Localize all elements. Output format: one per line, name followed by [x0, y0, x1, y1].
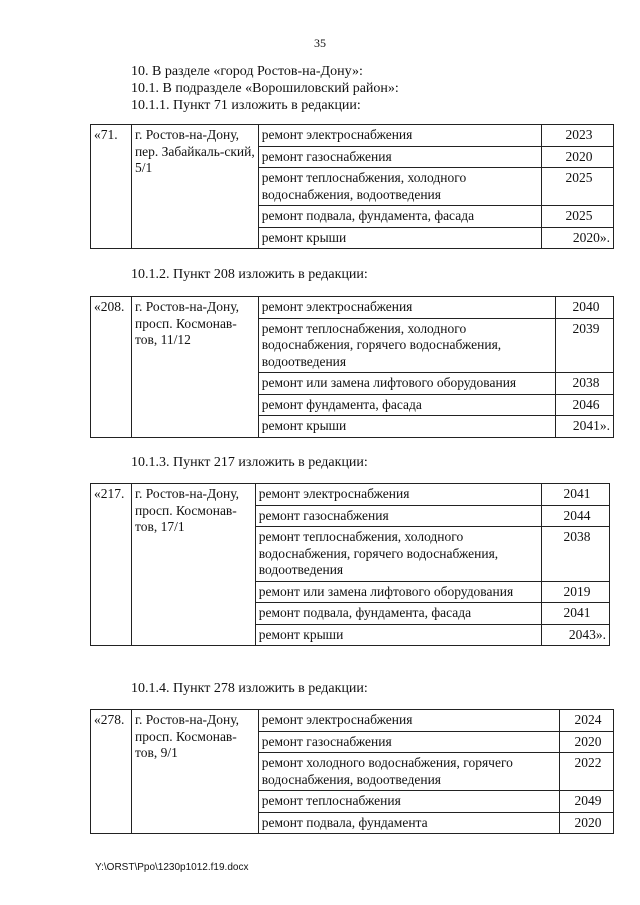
- intro-line: 10. В разделе «город Ростов-на-Дону»:: [131, 64, 363, 79]
- year-cell: 2019: [542, 581, 610, 603]
- work-cell: ремонт подвала, фундамента: [258, 812, 559, 834]
- work-cell: ремонт электроснабжения: [258, 125, 541, 147]
- year-cell: 2043».: [542, 624, 610, 646]
- work-cell: ремонт крыши: [255, 624, 541, 646]
- year-cell: 2044: [542, 505, 610, 527]
- year-cell: 2038: [542, 527, 610, 582]
- work-cell: ремонт фундамента, фасада: [258, 394, 555, 416]
- work-cell: ремонт газоснабжения: [255, 505, 541, 527]
- year-cell: 2025: [542, 206, 614, 228]
- work-cell: ремонт теплоснабжения, холодного водоснабжения, горячего водоснабжения, водоотведения: [258, 318, 555, 373]
- year-cell: 2041».: [556, 416, 614, 438]
- table-row: [91, 297, 614, 319]
- year-cell: 2049: [560, 791, 614, 813]
- item-number: «208.: [91, 297, 132, 438]
- item-address: г. Ростов-на-Дону, пер. Забайкаль-ский, 5/1: [131, 125, 258, 249]
- intro-block: [131, 63, 399, 114]
- item-number: «217.: [91, 484, 132, 646]
- work-cell: ремонт теплоснабжения, холодного водоснабжения, горячего водоснабжения, водоотведения: [255, 527, 541, 582]
- work-cell: ремонт крыши: [258, 227, 541, 249]
- table-row: [91, 710, 614, 732]
- intro-line: 10.1.1. Пункт 71 изложить в редакции:: [131, 98, 361, 113]
- work-cell: ремонт подвала, фундамента, фасада: [255, 603, 541, 625]
- year-cell: 2020: [560, 812, 614, 834]
- work-cell: ремонт подвала, фундамента, фасада: [258, 206, 541, 228]
- year-cell: 2020: [542, 146, 614, 168]
- item-number: «71.: [91, 125, 132, 249]
- work-cell: ремонт или замена лифтового оборудования: [255, 581, 541, 603]
- year-cell: 2039: [556, 318, 614, 373]
- intro-line: 10.1. В подразделе «Ворошиловский район»:: [131, 81, 399, 96]
- work-cell: ремонт холодного водоснабжения, горячего водоснабжения, водоотведения: [258, 753, 559, 791]
- work-cell: ремонт электроснабжения: [255, 484, 541, 506]
- year-cell: 2022: [560, 753, 614, 791]
- amendment-table-208: [90, 296, 614, 438]
- work-cell: ремонт электроснабжения: [258, 710, 559, 732]
- amendment-table-217: [90, 483, 610, 646]
- work-cell: ремонт крыши: [258, 416, 555, 438]
- year-cell: 2024: [560, 710, 614, 732]
- item-address: г. Ростов-на-Дону, просп. Космонав-тов, 17/1: [131, 484, 255, 646]
- year-cell: 2023: [542, 125, 614, 147]
- year-cell: 2046: [556, 394, 614, 416]
- year-cell: 2041: [542, 484, 610, 506]
- year-cell: 2020: [560, 731, 614, 753]
- year-cell: 2020».: [542, 227, 614, 249]
- table-row: [91, 125, 614, 147]
- year-cell: 2025: [542, 168, 614, 206]
- section-heading: 10.1.4. Пункт 278 изложить в редакции:: [131, 681, 368, 696]
- work-cell: ремонт газоснабжения: [258, 731, 559, 753]
- page-number: 35: [314, 36, 326, 50]
- work-cell: ремонт газоснабжения: [258, 146, 541, 168]
- work-cell: ремонт теплоснабжения: [258, 791, 559, 813]
- section-heading: 10.1.2. Пункт 208 изложить в редакции:: [131, 267, 368, 282]
- work-cell: ремонт электроснабжения: [258, 297, 555, 319]
- amendment-table-71: [90, 124, 614, 249]
- work-cell: ремонт или замена лифтового оборудования: [258, 373, 555, 395]
- work-cell: ремонт теплоснабжения, холодного водоснабжения, водоотведения: [258, 168, 541, 206]
- year-cell: 2040: [556, 297, 614, 319]
- item-address: г. Ростов-на-Дону, просп. Космонав-тов, 11/12: [131, 297, 258, 438]
- year-cell: 2038: [556, 373, 614, 395]
- table-row: [91, 484, 610, 506]
- amendment-table-278: [90, 709, 614, 834]
- section-heading: 10.1.3. Пункт 217 изложить в редакции:: [131, 455, 368, 470]
- year-cell: 2041: [542, 603, 610, 625]
- item-number: «278.: [91, 710, 132, 834]
- item-address: г. Ростов-на-Дону, просп. Космонав-тов, 9/1: [131, 710, 258, 834]
- file-path-footer: Y:\ORST\Ppo\1230p1012.f19.docx: [95, 862, 249, 873]
